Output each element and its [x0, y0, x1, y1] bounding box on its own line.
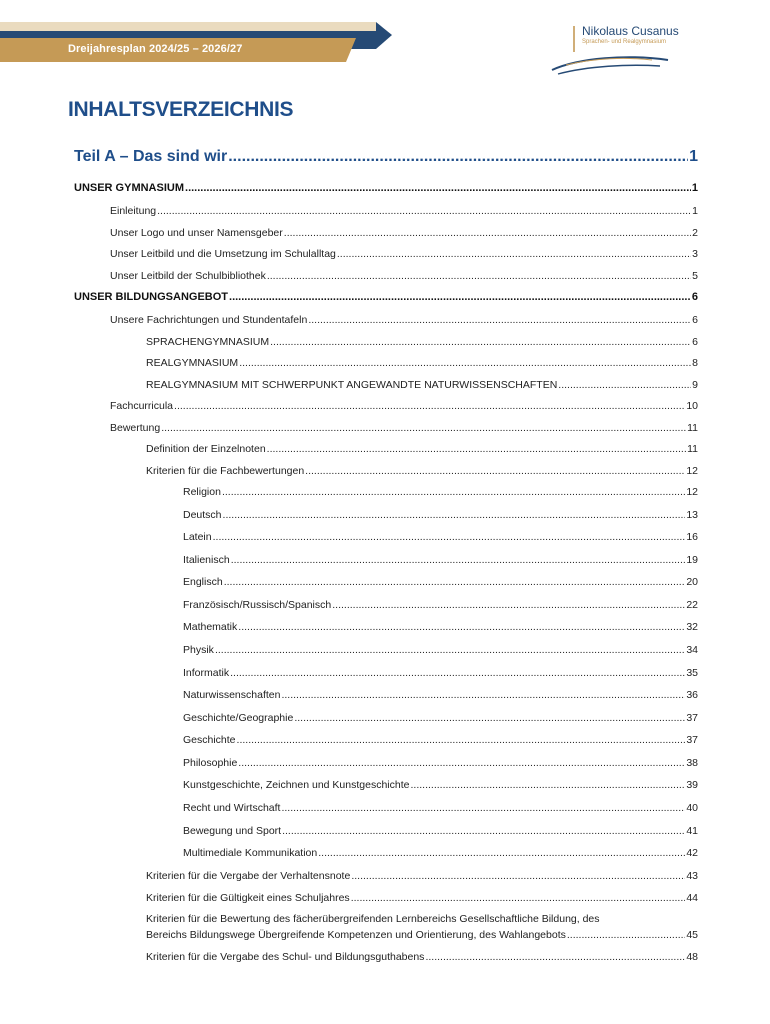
toc-entry-page: 2: [692, 227, 698, 239]
toc-leader-dots: [213, 531, 686, 543]
toc-entry-label: Deutsch: [183, 509, 222, 521]
toc-entry-label: Einleitung: [110, 205, 157, 217]
toc-leader-dots: [270, 336, 691, 348]
toc-entry-label: Fachcurricula: [110, 400, 174, 412]
page-title: INHALTSVERZEICHNIS: [68, 98, 294, 121]
toc-leader-dots: [222, 486, 685, 498]
toc-leader-dots: [238, 621, 685, 633]
toc-leader-dots: [157, 205, 691, 217]
toc-entry-page: 19: [686, 554, 698, 566]
toc-entry-page: 42: [686, 847, 698, 859]
toc-entry[interactable]: [183, 847, 698, 859]
toc-leader-dots: [223, 509, 686, 521]
toc-leader-dots: [229, 291, 691, 303]
toc-entry[interactable]: [183, 509, 698, 521]
toc-leader-dots: [231, 554, 686, 566]
toc-leader-dots: [228, 148, 688, 166]
toc-entry[interactable]: [110, 248, 698, 260]
toc-entry-page: 40: [686, 802, 698, 814]
toc-entry[interactable]: [110, 400, 698, 412]
toc-entry-page: 6: [692, 336, 698, 348]
toc-entry-label-first-line[interactable]: Kriterien für die Bewertung des fächerübergreifenden Lernbereichs Gesellschaftliche Bildung, des: [146, 913, 600, 925]
toc-leader-dots: [567, 929, 685, 941]
logo-name: Nikolaus Cusanus: [582, 24, 679, 38]
toc-entry-label: UNSER GYMNASIUM: [74, 182, 185, 194]
toc-entry[interactable]: [146, 465, 698, 477]
toc-entry-label: Informatik: [183, 667, 230, 679]
toc-entry-label: Definition der Einzelnoten: [146, 443, 266, 455]
toc-entry-label: REALGYMNASIUM: [146, 357, 239, 369]
toc-entry[interactable]: [146, 951, 698, 963]
toc-entry-label: Englisch: [183, 576, 223, 588]
toc-entry-label: Recht und Wirtschaft: [183, 802, 281, 814]
toc-entry[interactable]: [183, 554, 698, 566]
toc-entry-label: Französisch/Russisch/Spanisch: [183, 599, 332, 611]
toc-entry-page: 12: [686, 486, 698, 498]
toc-entry-label: REALGYMNASIUM MIT SCHWERPUNKT ANGEWANDTE NATURWISSENSCHAFTEN: [146, 379, 558, 391]
toc-entry-page: 45: [686, 929, 698, 941]
toc-leader-dots: [294, 712, 685, 724]
toc-entry-label: Unser Leitbild und die Umsetzung im Schulalltag: [110, 248, 336, 260]
toc-entry[interactable]: [183, 531, 698, 543]
toc-entry-page: 11: [687, 422, 698, 434]
toc-entry-label: Mathematik: [183, 621, 238, 633]
toc-entry-page: 43: [686, 870, 698, 882]
toc-leader-dots: [410, 779, 685, 791]
toc-entry-page: 6: [692, 314, 698, 326]
toc-entry-page: 11: [687, 443, 698, 455]
toc-leader-dots: [284, 227, 691, 239]
toc-entry[interactable]: [183, 621, 698, 633]
toc-entry-label: Unser Logo und unser Namensgeber: [110, 227, 283, 239]
toc-leader-dots: [351, 892, 686, 904]
toc-entry[interactable]: [183, 486, 698, 498]
toc-leader-dots: [185, 182, 691, 194]
toc-entry[interactable]: [74, 148, 698, 166]
toc-entry-page: 10: [686, 400, 698, 412]
toc-entry[interactable]: [183, 757, 698, 769]
toc-entry-label: Kriterien für die Gültigkeit eines Schuljahres: [146, 892, 350, 904]
toc-entry-page: 32: [686, 621, 698, 633]
toc-entry-page: 5: [692, 270, 698, 282]
toc-entry-page: 48: [686, 951, 698, 963]
toc-leader-dots: [318, 847, 685, 859]
toc-entry-label: Kunstgeschichte, Zeichnen und Kunstgeschichte: [183, 779, 410, 791]
toc-leader-dots: [305, 465, 685, 477]
toc-entry-label: Naturwissenschaften: [183, 689, 281, 701]
toc-leader-dots: [332, 599, 685, 611]
toc-entry[interactable]: [183, 825, 698, 837]
toc-entry-label: Geschichte: [183, 734, 236, 746]
document-title: Dreijahresplan 2024/25 – 2026/27: [68, 43, 243, 55]
toc-entry-label: Kriterien für die Vergabe des Schul- und Bildungsguthabens: [146, 951, 425, 963]
toc-entry-page: 34: [686, 644, 698, 656]
toc-entry-page: 20: [686, 576, 698, 588]
toc-entry-label: Unser Leitbild der Schulbibliothek: [110, 270, 266, 282]
school-logo: [548, 22, 708, 78]
header-banner: [0, 22, 392, 64]
toc-leader-dots: [174, 400, 685, 412]
toc-entry[interactable]: [74, 182, 698, 194]
toc-entry[interactable]: [146, 336, 698, 348]
toc-entry-page: 3: [692, 248, 698, 260]
toc-entry-label: Bereichs Bildungswege Übergreifende Kompetenzen und Orientierung, des Wahlangebots: [146, 929, 566, 941]
toc-leader-dots: [281, 802, 685, 814]
toc-entry-label: Kriterien für die Vergabe der Verhaltensnote: [146, 870, 351, 882]
toc-entry[interactable]: [74, 291, 698, 303]
toc-entry[interactable]: [110, 270, 698, 282]
toc-entry-page: 35: [686, 667, 698, 679]
toc-entry[interactable]: [146, 870, 698, 882]
toc-entry-label: SPRACHENGYMNASIUM: [146, 336, 270, 348]
toc-entry[interactable]: [183, 644, 698, 656]
toc-leader-dots: [215, 644, 685, 656]
toc-entry[interactable]: [146, 892, 698, 904]
toc-entry-page: 1: [689, 148, 698, 165]
toc-entry[interactable]: [183, 667, 698, 679]
toc-entry-page: 16: [686, 531, 698, 543]
toc-entry-label: Italienisch: [183, 554, 230, 566]
toc-leader-dots: [237, 734, 686, 746]
toc-entry[interactable]: [183, 576, 698, 588]
toc-entry[interactable]: [183, 599, 698, 611]
toc-entry-label: Unsere Fachrichtungen und Stundentafeln: [110, 314, 308, 326]
toc-entry[interactable]: [183, 689, 698, 701]
toc-entry[interactable]: [146, 357, 698, 369]
toc-entry-page: 36: [686, 689, 698, 701]
toc-entry-page: 6: [691, 291, 698, 303]
toc-entry-page: 44: [686, 892, 698, 904]
toc-entry-label: Physik: [183, 644, 214, 656]
toc-entry[interactable]: [183, 802, 698, 814]
toc-entry-page: 38: [686, 757, 698, 769]
toc-leader-dots: [351, 870, 685, 882]
toc-entry-label: Religion: [183, 486, 221, 498]
toc-entry-label: Bewertung: [110, 422, 161, 434]
toc-entry-page: 39: [686, 779, 698, 791]
toc-leader-dots: [161, 422, 686, 434]
toc-entry-label: Bewegung und Sport: [183, 825, 282, 837]
toc-leader-dots: [558, 379, 691, 391]
toc-entry[interactable]: [183, 779, 698, 791]
toc-entry-page: 1: [692, 205, 698, 217]
toc-entry-label: Philosophie: [183, 757, 238, 769]
toc-leader-dots: [230, 667, 685, 679]
toc-entry-label: Latein: [183, 531, 212, 543]
toc-entry-page: 8: [692, 357, 698, 369]
toc-entry-label: Multimediale Kommunikation: [183, 847, 318, 859]
toc-entry[interactable]: [146, 443, 698, 455]
toc-leader-dots: [224, 576, 686, 588]
toc-entry-page: 13: [686, 509, 698, 521]
toc-entry-label: UNSER BILDUNGSANGEBOT: [74, 291, 229, 303]
toc-leader-dots: [239, 357, 691, 369]
toc-entry[interactable]: [110, 227, 698, 239]
toc-entry[interactable]: [183, 712, 698, 724]
toc-entry-label: Kriterien für die Fachbewertungen: [146, 465, 305, 477]
toc-entry-page: 37: [686, 712, 698, 724]
toc-entry[interactable]: [110, 205, 698, 217]
toc-leader-dots: [425, 951, 685, 963]
toc-entry[interactable]: [146, 379, 698, 391]
toc-entry-page: 41: [686, 825, 698, 837]
toc-entry-page: 37: [686, 734, 698, 746]
toc-entry-page: 12: [686, 465, 698, 477]
toc-leader-dots: [281, 689, 685, 701]
toc-entry-label: Geschichte/Geographie: [183, 712, 294, 724]
logo-subtitle: Sprachen- und Realgymnasium: [582, 39, 667, 45]
toc-entry[interactable]: [110, 422, 698, 434]
toc-leader-dots: [267, 443, 686, 455]
toc-entry[interactable]: [183, 734, 698, 746]
toc-entry-page: 22: [686, 599, 698, 611]
toc-leader-dots: [282, 825, 685, 837]
toc-leader-dots: [238, 757, 685, 769]
toc-entry-label: Teil A – Das sind wir: [74, 148, 228, 165]
toc-leader-dots: [337, 248, 691, 260]
toc-leader-dots: [308, 314, 691, 326]
toc-leader-dots: [267, 270, 691, 282]
toc-entry[interactable]: [146, 929, 698, 941]
toc-entry[interactable]: [110, 314, 698, 326]
toc-entry-page: 9: [692, 379, 698, 391]
toc-entry-page: 1: [691, 182, 698, 194]
